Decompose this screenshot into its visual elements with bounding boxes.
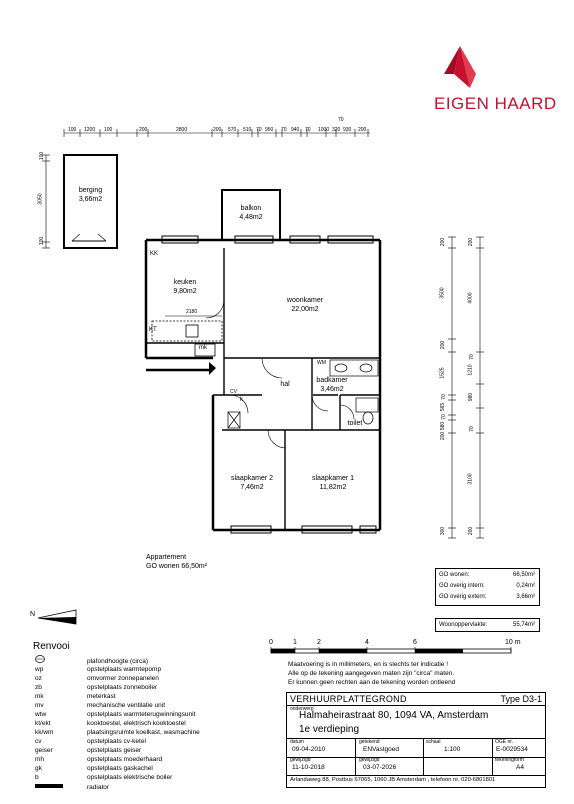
legend-text: meterkast [87, 693, 116, 700]
dim-label: 200 [440, 431, 447, 441]
scale-tick: 10 m [505, 639, 521, 646]
scale-tick: 1 [293, 639, 297, 646]
code-wm: WM [317, 360, 326, 366]
apartment-line1: Appartement [146, 554, 187, 561]
legend-code: wp [35, 666, 44, 673]
woonoppervlakte-box [435, 618, 540, 632]
north-arrow-icon [30, 606, 80, 626]
dim-label: 565 [440, 402, 447, 412]
title-block [286, 692, 546, 788]
legend-text: plafondhoogte (circa) [87, 658, 149, 665]
legend-item [35, 756, 162, 763]
room-area: 3,66m2 [78, 196, 103, 203]
dim-label: 3500 [439, 287, 446, 299]
dim-label: 580 [440, 421, 447, 431]
legend-code: kt/ekt [35, 720, 51, 727]
address: Halmaheirastraat 80, 1094 VA, Amsterdam [299, 710, 489, 721]
field-value: 1:100 [444, 746, 461, 753]
dim-label: 510 [243, 127, 252, 133]
room-area: 11,82m2 [319, 484, 347, 491]
legend-text: opstelplaats geiser [87, 747, 142, 754]
room-name: toilet [347, 420, 363, 427]
divider [492, 738, 493, 775]
room-name: keuken [173, 279, 197, 286]
dim-label: 70 [468, 354, 475, 360]
dim-label: 320 [332, 127, 341, 133]
room-slaapkamer-2 [222, 474, 282, 492]
legend-title: Renvooi [33, 641, 70, 652]
legend-item [35, 655, 148, 665]
legend-item [35, 738, 146, 745]
area-label: GO overig intern: [439, 583, 485, 589]
area-value: 3,66m² [516, 594, 535, 600]
legend-text: opstelplaats gaskachel [87, 765, 153, 772]
code-mk: mk [199, 345, 207, 351]
legend-text: opstelplaats zonneboiler [87, 684, 158, 691]
legend-item [35, 675, 159, 682]
field-value: A4 [516, 764, 524, 771]
drawing-notes [288, 660, 455, 687]
dim-label: 200 [468, 237, 475, 247]
brand-name: EIGEN HAARD [434, 94, 557, 113]
room-name: woonkamer [286, 297, 324, 304]
woonoppervlakte-label: Woonoppervlakte: [439, 622, 488, 628]
dim-label: 1210 [467, 364, 474, 376]
field-value: 11-10-2018 [292, 764, 325, 771]
dim-label: 3050 [37, 193, 44, 205]
code-cv: CV [230, 389, 237, 395]
apartment-label [146, 553, 207, 571]
title-text: VERHUURPLATTEGROND [290, 694, 407, 704]
ceiling-height-icon [35, 655, 45, 663]
legend-code: gk [35, 765, 42, 772]
legend-text: opstelplaats warmteterugwinningsunit [87, 711, 196, 718]
radiator-icon [35, 783, 65, 789]
legend-item [35, 783, 109, 791]
legend-item [35, 729, 200, 736]
room-badkamer [310, 376, 354, 394]
dim-label: 200 [440, 340, 447, 350]
scale-tick: 0 [269, 639, 273, 646]
legend-code: mv [35, 702, 44, 709]
legend-code: geiser [35, 747, 53, 754]
woonoppervlakte-value: 55,74m² [512, 622, 535, 628]
legend-code: oz [35, 675, 42, 682]
note-line: Er kunnen geen rechten aan de tekening worden ontleend [288, 679, 456, 686]
footer-address: Arlandaweg 88, Postbus 67065, 1060 JB Amsterdam , telefoon nr. 020-6801801 [290, 777, 496, 783]
dim-label: 100 [104, 127, 113, 133]
dim-label: 950 [265, 127, 274, 133]
field-row-2 [287, 757, 545, 775]
divider [355, 738, 356, 775]
onderwerp-label: onderwerp [290, 706, 314, 712]
scale-tick: 6 [413, 639, 417, 646]
room-area: 9,80m2 [173, 288, 197, 295]
legend-item [35, 684, 157, 691]
legend-text: plaatsingsruimte koelkast, wasmachine [87, 729, 200, 736]
dim-label: 1525 [439, 367, 446, 379]
area-summary [435, 568, 540, 606]
room-berging [64, 186, 117, 204]
field-value: 03-07-2026 [363, 764, 397, 771]
code-kt: KT [149, 327, 157, 333]
note-line: Maatvoering is in millimeters, en is slechts ter indicatie ! [288, 661, 449, 668]
room-name: badkamer [316, 377, 348, 384]
dim-label: 200 [468, 526, 475, 536]
dim-label: 2800 [176, 127, 188, 133]
dim-label: 200 [213, 127, 222, 133]
field-value: E-0029534 [496, 746, 528, 753]
legend-item [35, 666, 161, 673]
legend-code: wtw [35, 711, 47, 718]
dim-label: 70 [256, 127, 262, 133]
legend-code: zb [35, 684, 42, 691]
room-area: 7,46m2 [240, 484, 264, 491]
legend-code: mk [35, 693, 44, 700]
drawing-type: Type D3-1 [500, 694, 542, 704]
dim-label: 70 [281, 127, 287, 133]
divider [423, 738, 424, 775]
field-value: 09-04-2010 [292, 746, 326, 753]
legend-code: b [35, 774, 39, 781]
dim-label: 200 [358, 127, 367, 133]
legend-item [35, 774, 172, 781]
dim-label: 570 [228, 127, 237, 133]
legend-code: kk/wm [35, 729, 54, 736]
dim-label: 70 [338, 117, 344, 123]
legend-item [35, 720, 186, 727]
dim-label: 4000 [467, 292, 474, 304]
svg-text:N: N [30, 611, 36, 618]
code-k: k [240, 397, 243, 403]
dim-label: 100 [39, 236, 46, 246]
field-label: tekeningform [495, 757, 524, 763]
dim-label: 70 [440, 394, 447, 400]
legend-text: opstelplaats elektrische boiler [87, 774, 173, 781]
area-value: 66,50m² [512, 572, 535, 578]
dim-label: 100 [39, 151, 46, 161]
room-woonkamer [270, 296, 340, 314]
room-name: hal [280, 381, 290, 388]
field-label: getekend [359, 739, 380, 745]
legend-item [35, 747, 141, 754]
scale-bar [268, 640, 544, 658]
room-hal [270, 380, 300, 389]
dim-label: 70 [440, 414, 447, 420]
room-name: slaapkamer 2 [230, 475, 274, 482]
dim-label: 1200 [84, 127, 96, 133]
room-slaapkamer-1 [298, 474, 368, 492]
legend-text: mechanische ventilatie unit [87, 702, 166, 709]
room-balkon [222, 204, 280, 222]
legend-item [35, 702, 165, 709]
room-area: 3,46m2 [320, 386, 344, 393]
scale-tick: 4 [365, 639, 369, 646]
legend-text: opstelplaats moederhaard [87, 756, 163, 763]
dim-label: 200 [139, 127, 148, 133]
field-value: ENVastgoed [363, 746, 400, 753]
room-keuken [160, 278, 210, 296]
legend-code: cv [35, 738, 42, 745]
field-row-1 [287, 739, 545, 757]
area-value: 0,24m² [516, 583, 535, 589]
legend-item [35, 711, 195, 718]
dim-label: 200 [440, 237, 447, 247]
dim-label: 100 [68, 127, 77, 133]
field-label: schaal [426, 739, 441, 745]
code-kk: KK [150, 251, 159, 257]
room-area: 4,48m2 [239, 214, 263, 221]
dim-label: 940 [291, 127, 300, 133]
room-toilet [342, 419, 368, 428]
divider [287, 775, 545, 776]
legend-item [35, 693, 116, 700]
scale-tick: 2 [317, 639, 321, 646]
legend-text: kooktoestel, elektrisch kooktoestel [87, 720, 186, 727]
apartment-line2: GO wonen 66,50m² [146, 563, 208, 570]
field-label: datum [290, 739, 304, 745]
legend-text: radiator [87, 784, 110, 791]
area-label: GO wonen: [439, 572, 470, 578]
legend-text: opstelplaats warmtepomp [87, 666, 162, 673]
field-label: gewijzigd [359, 757, 380, 763]
legend-text: opstelplaats cv-ketel [87, 738, 146, 745]
inner-dimension: 2180 [186, 309, 198, 315]
dim-label: 930 [343, 127, 352, 133]
divider [287, 705, 545, 706]
room-name: balkon [240, 205, 262, 212]
dim-label: 70 [305, 127, 311, 133]
legend-text: omvormer zonnepanelen [87, 675, 159, 682]
room-name: slaapkamer 1 [311, 475, 355, 482]
dim-label: 3100 [467, 473, 474, 485]
legend-code: mh [35, 756, 45, 763]
dim-label: 1000 [318, 127, 330, 133]
note-line: Alle op de tekening aangegeven maten zijn "circa" maten. [288, 670, 455, 677]
field-label: OGE nr. [495, 739, 514, 745]
area-label: GO overig extern: [439, 594, 487, 600]
field-label: gewijzigd [290, 757, 311, 763]
dim-label: 980 [468, 392, 475, 402]
legend-item [35, 765, 153, 772]
dim-label: 70 [468, 426, 475, 432]
room-name: berging [78, 187, 103, 194]
dim-label: 300 [440, 526, 447, 536]
room-area: 22,00m2 [291, 306, 319, 313]
floor-level: 1e verdieping [299, 724, 360, 735]
